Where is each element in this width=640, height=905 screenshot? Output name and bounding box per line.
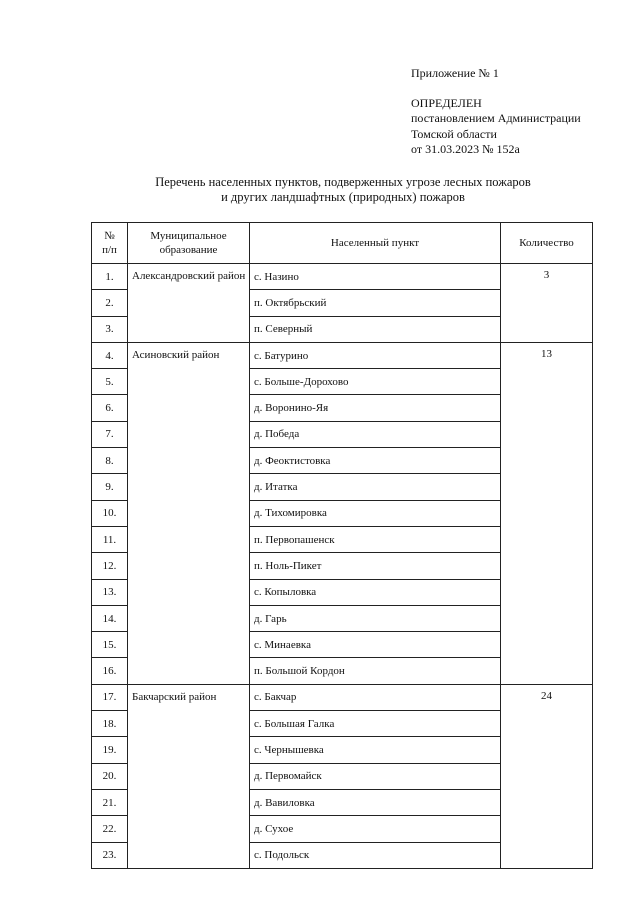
- row-number: 11.: [92, 526, 128, 552]
- title-line-2: и других ландшафтных (природных) пожаров: [221, 190, 465, 204]
- settlements-table: [91, 222, 593, 869]
- row-number: 16.: [92, 658, 128, 684]
- count-cell: 3: [501, 264, 593, 343]
- row-number: 19.: [92, 737, 128, 763]
- settlement-cell: с. Копыловка: [250, 579, 501, 605]
- approved-region-line: Томской области: [411, 126, 497, 141]
- table-body: [92, 264, 593, 869]
- row-number: 9.: [92, 474, 128, 500]
- row-number: 5.: [92, 369, 128, 395]
- header-num-line-2: п/п: [102, 244, 117, 256]
- header-num-line-1: №: [104, 230, 115, 242]
- approved-date-line: от 31.03.2023 № 152а: [411, 142, 520, 156]
- settlement-cell: с. Назино: [250, 264, 501, 290]
- settlement-cell: д. Победа: [250, 421, 501, 447]
- settlement-cell: д. Гарь: [250, 605, 501, 631]
- municipality-cell: Александровский район: [128, 264, 250, 343]
- settlement-cell: д. Сухое: [250, 816, 501, 842]
- settlement-cell: д. Феоктистовка: [250, 448, 501, 474]
- approval-block: [411, 66, 581, 158]
- settlement-cell: с. Подольск: [250, 842, 501, 868]
- row-number: 2.: [92, 290, 128, 316]
- row-number: 1.: [92, 264, 128, 290]
- table-header-row: [92, 223, 593, 264]
- row-number: 6.: [92, 395, 128, 421]
- settlement-cell: п. Северный: [250, 316, 501, 342]
- document-title: [96, 175, 590, 205]
- approved-by-line: постановлением Администрации: [411, 111, 581, 125]
- settlement-cell: д. Тихомировка: [250, 500, 501, 526]
- row-number: 3.: [92, 316, 128, 342]
- header-muni-line-1: Муниципальное: [150, 230, 227, 242]
- settlement-cell: п. Первопашенск: [250, 526, 501, 552]
- settlement-cell: с. Больше-Дорохово: [250, 369, 501, 395]
- settlement-cell: п. Большой Кордон: [250, 658, 501, 684]
- table-row: [92, 264, 593, 290]
- header-num: [92, 223, 128, 264]
- header-muni-line-2: образование: [159, 244, 218, 256]
- row-number: 23.: [92, 842, 128, 868]
- row-number: 12.: [92, 553, 128, 579]
- settlement-cell: с. Чернышевка: [250, 737, 501, 763]
- settlement-cell: с. Минаевка: [250, 632, 501, 658]
- row-number: 18.: [92, 711, 128, 737]
- count-cell: 13: [501, 342, 593, 684]
- settlement-cell: с. Большая Галка: [250, 711, 501, 737]
- title-line-1: Перечень населенных пунктов, подверженных угрозе лесных пожаров: [155, 175, 531, 189]
- settlement-cell: п. Ноль-Пикет: [250, 553, 501, 579]
- header-count: Количество: [501, 223, 593, 264]
- settlement-cell: п. Октябрьский: [250, 290, 501, 316]
- appendix-label: Приложение № 1: [411, 66, 499, 80]
- row-number: 8.: [92, 448, 128, 474]
- table-row: [92, 342, 593, 368]
- header-place: Населенный пункт: [250, 223, 501, 264]
- row-number: 15.: [92, 632, 128, 658]
- row-number: 20.: [92, 763, 128, 789]
- row-number: 7.: [92, 421, 128, 447]
- row-number: 13.: [92, 579, 128, 605]
- municipality-cell: Асиновский район: [128, 342, 250, 684]
- settlement-cell: с. Батурино: [250, 342, 501, 368]
- settlement-cell: д. Воронино-Яя: [250, 395, 501, 421]
- row-number: 10.: [92, 500, 128, 526]
- approved-label: ОПРЕДЕЛЕН: [411, 95, 482, 110]
- settlement-cell: д. Вавиловка: [250, 789, 501, 815]
- row-number: 21.: [92, 789, 128, 815]
- settlement-cell: д. Итатка: [250, 474, 501, 500]
- table-row: [92, 684, 593, 710]
- row-number: 4.: [92, 342, 128, 368]
- row-number: 22.: [92, 816, 128, 842]
- settlement-cell: д. Первомайск: [250, 763, 501, 789]
- header-municipality: [128, 223, 250, 264]
- municipality-cell: Бакчарский район: [128, 684, 250, 868]
- settlement-cell: с. Бакчар: [250, 684, 501, 710]
- count-cell: 24: [501, 684, 593, 868]
- row-number: 17.: [92, 684, 128, 710]
- row-number: 14.: [92, 605, 128, 631]
